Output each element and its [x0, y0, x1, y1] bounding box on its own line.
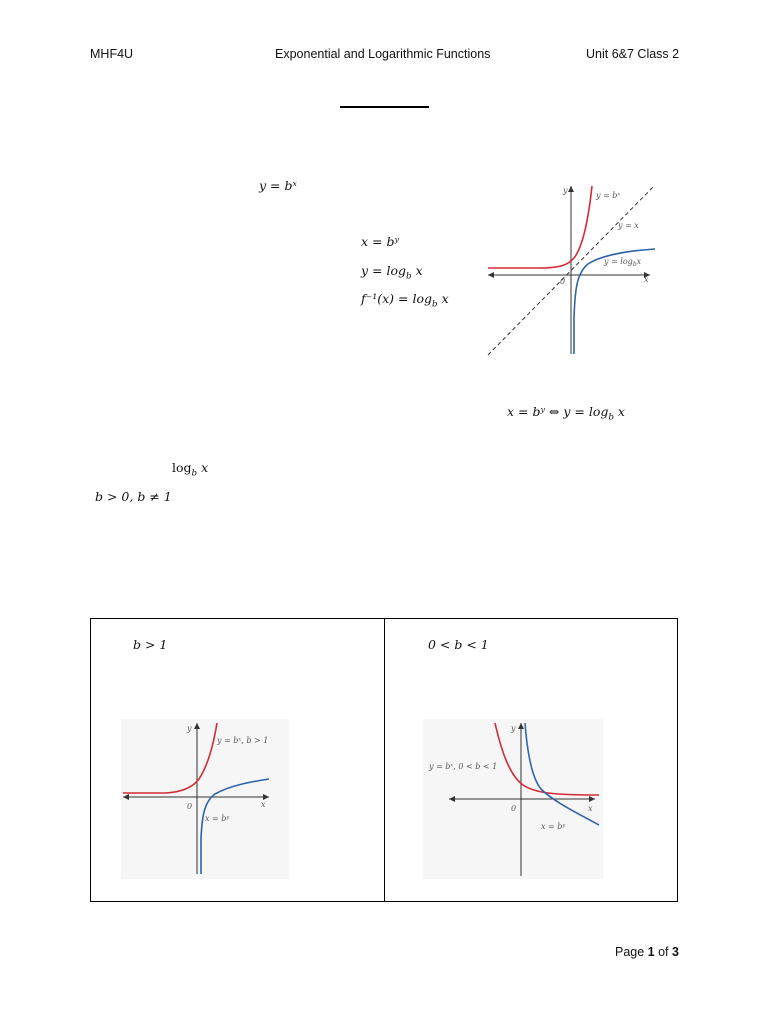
case-graph-b-between-0-1 — [423, 719, 603, 879]
cases-table — [90, 618, 678, 902]
inverse-swap: x = bʸ — [361, 234, 399, 249]
title-underline — [340, 106, 429, 108]
origin-label: 0 — [187, 802, 193, 811]
inverse-log: $y = \log_b x$ — [361, 263, 423, 282]
origin-label: 0 — [560, 277, 566, 286]
x-axis-label: x — [588, 804, 593, 813]
log-notation: $\log_b x$ — [172, 460, 209, 479]
case-heading: 0 < b < 1 — [428, 637, 489, 652]
case-b-between-0-1 — [385, 619, 678, 902]
inverse-graph — [480, 178, 660, 358]
identity-line-label: y = x — [618, 221, 639, 230]
base-conditions: b > 0, b ≠ 1 — [95, 489, 172, 504]
exp-curve-label: y = bˣ, b > 1 — [217, 736, 269, 745]
case-b-greater-1 — [91, 619, 385, 902]
page-number: Page 1 of 3 — [615, 945, 679, 959]
unit-label: Unit 6&7 Class 2 — [586, 47, 680, 61]
equivalence: x = bʸ ⇔ $y = \log_b x$ — [507, 404, 625, 423]
y-axis-label: y — [563, 186, 568, 195]
case-graph-b-greater-1 — [121, 719, 289, 879]
x-axis-left-arrow-icon — [488, 272, 494, 278]
course-code: MHF4U — [90, 47, 134, 61]
page-title: Exponential and Logarithmic Functions — [275, 47, 491, 61]
inverse-curve-label: x = bʸ — [205, 814, 230, 823]
exponential-curve — [488, 186, 592, 268]
log-curve-label: $y = \log_bx$ — [604, 257, 642, 268]
case-heading: b > 1 — [133, 637, 168, 652]
inverse-notation: $f^{-1}(x) = \log_b x$ — [361, 291, 449, 310]
inverse-curve-label: x = bʸ — [541, 822, 566, 831]
y-axis-label: y — [511, 724, 516, 733]
exp-curve-label: y = bˣ — [596, 191, 621, 200]
x-axis-label: x — [644, 275, 649, 284]
y-axis-arrow-icon — [568, 186, 574, 192]
origin-label: 0 — [511, 804, 517, 813]
exp-curve-label: y = bˣ, 0 < b < 1 — [429, 762, 498, 771]
x-axis-label: x — [261, 800, 266, 809]
exponential-function: y = bˣ — [259, 178, 297, 193]
y-axis-label: y — [187, 724, 192, 733]
